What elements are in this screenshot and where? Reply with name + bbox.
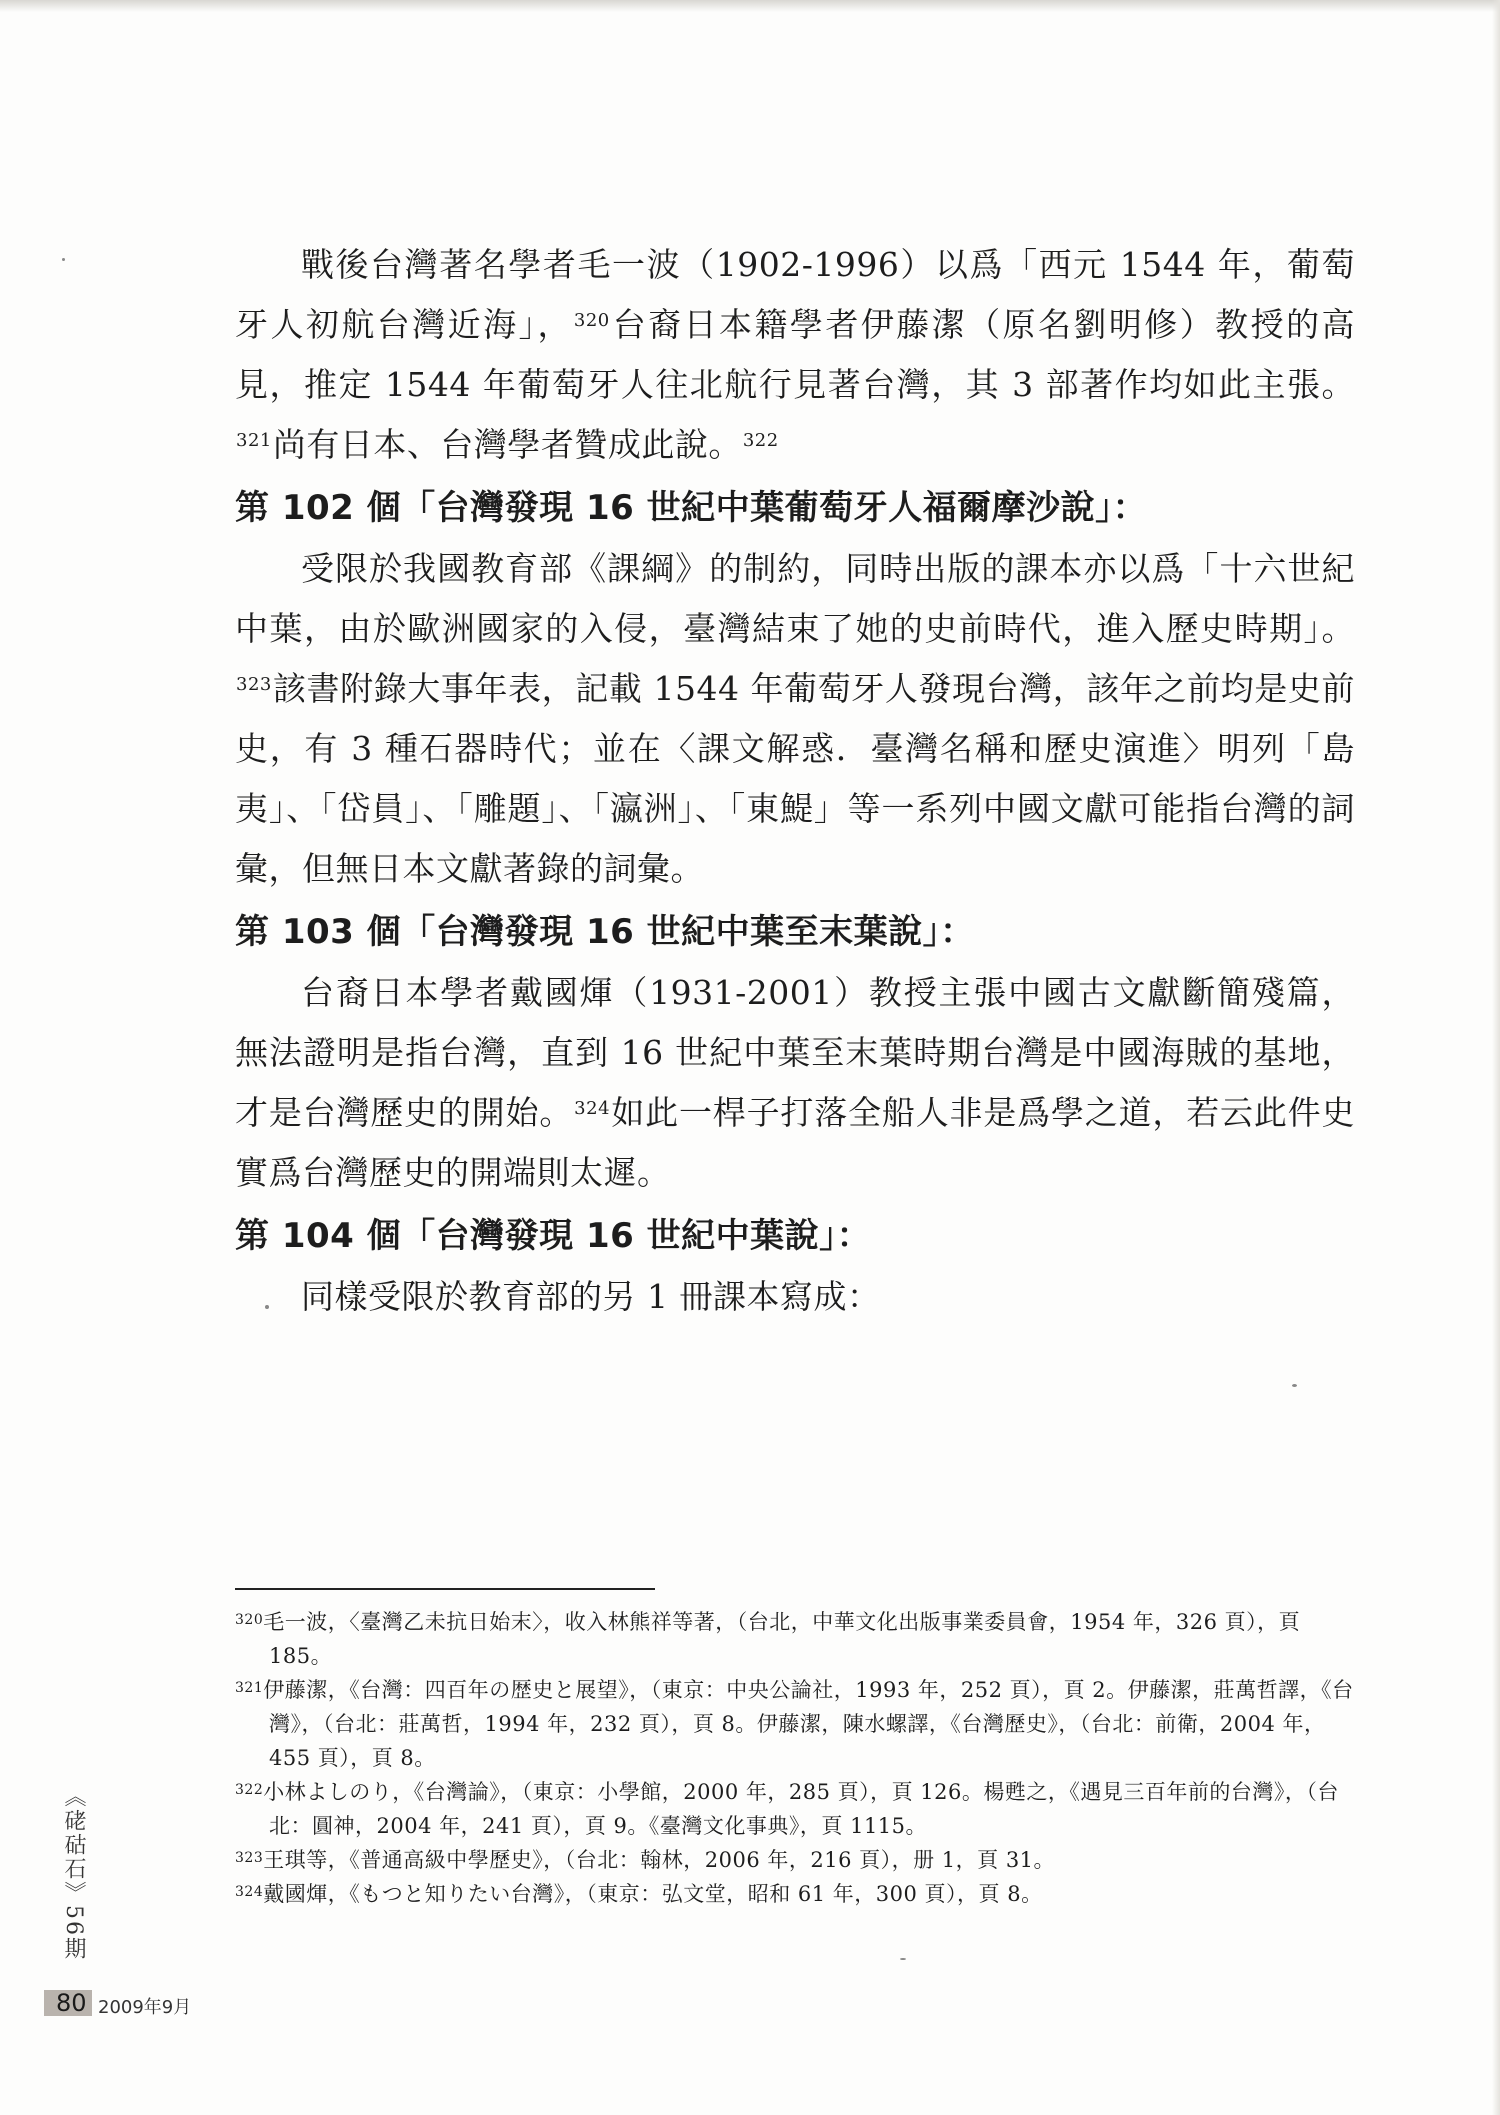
page-number: 80 [56, 1989, 87, 2017]
footnote-text: 小林よしのり，《台灣論》，（東京：小學館，2000 年，285 頁），頁 126。楊甦之，《遇見三百年前的台灣》，（台北：圓神，2004 年，241 頁），頁 9。《臺灣文化事典》，頁 1115。 [263, 1780, 1339, 1838]
main-text-column [235, 235, 1355, 1327]
scan-speck [900, 1958, 906, 1960]
footnote-text: 伊藤潔，《台灣：四百年の歴史と展望》，（東京：中央公論社，1993 年，252 頁），頁 2。伊藤潔，莊萬哲譯，《台灣》，（台北：莊萬哲，1994 年，232 頁），頁 8。伊藤潔，陳水螺譯，《台灣歷史》，（台北：前衛，2004 年，455 頁），頁 8。 [263, 1678, 1354, 1770]
section-heading-102: 第 102 個「台灣發現 16 世紀中葉葡萄牙人福爾摩沙說」： [235, 488, 1148, 528]
footnote-320 [235, 1605, 1355, 1673]
scan-speck [1292, 1384, 1297, 1387]
footnote-ref-320[interactable]: 320 [573, 310, 610, 331]
footnote-322 [235, 1775, 1355, 1843]
footnote-number: 320 [235, 1612, 264, 1628]
paragraph-mao-yibo: 戰後台灣著名學者毛一波（1902-1996）以爲「西元 1544 年，葡萄牙人初航台灣近海」，$^{320}$台裔日本籍學者伊藤潔（原名劉明修）教授的高見，推定 1544 年葡萄牙人往北航行見著台灣，其 3 部著作均如此主張。$^{321}$尚有日本、台灣學者贊成此說。$^{322}$ [235, 245, 1356, 464]
scan-speck [62, 258, 65, 261]
footnote-text: 毛一波，〈臺灣乙未抗日始末〉，收入林熊祥等著，（台北，中華文化出版事業委員會，1954 年，326 頁），頁 185。 [263, 1610, 1301, 1668]
paragraph-textbook: 同樣受限於教育部的另 1 冊課本寫成： [301, 1277, 881, 1316]
footnote-ref-324[interactable]: 324 [574, 1098, 611, 1119]
issue-date: 2009年9月 [98, 1997, 192, 2018]
footnote-ref-321[interactable]: 321 [236, 430, 272, 451]
paragraph-curriculum: 受限於我國教育部《課綱》的制約，同時出版的課本亦以爲「十六世紀中葉，由於歐洲國家的入侵，臺灣結束了她的史前時代，進入歷史時期」。$^{323}$該書附錄大事年表，記載 1544 年葡萄牙人發現台灣，該年之前均是史前史，有 3 種石器時代；並在〈課文解惑．臺灣名稱和歷史演進〉明列「島夷」、「岱員」、「雕題」、「瀛洲」、「東鯷」等一系列中國文獻可能指台灣的詞彙，但無日本文獻著錄的詞彙。 [235, 549, 1355, 888]
footnote-323 [235, 1843, 1355, 1877]
footnote-321 [235, 1673, 1355, 1775]
paragraph-dai-guohui: 台裔日本學者戴國煇（1931-2001）教授主張中國古文獻斷簡殘篇，無法證明是指台灣，直到 16 世紀中葉至末葉時期台灣是中國海賊的基地，才是台灣歷史的開始。$^{324}$如此一桿子打落全船人非是爲學之道，若云此件史實爲台灣歷史的開端則太遲。 [235, 973, 1356, 1192]
scan-top-edge [0, 0, 1500, 12]
scan-speck [265, 1305, 269, 1309]
footnote-separator [235, 1588, 655, 1590]
footnote-text: 戴國煇，《もつと知りたい台灣》，（東京：弘文堂，昭和 61 年，300 頁），頁 8。 [263, 1882, 1043, 1906]
section-heading-104: 第 104 個「台灣發現 16 世紀中葉說」： [235, 1216, 872, 1256]
footnote-number: 321 [235, 1680, 264, 1696]
footnote-ref-323[interactable]: 323 [236, 674, 272, 695]
section-heading-103: 第 103 個「台灣發現 16 世紀中葉至末葉說」： [235, 912, 975, 952]
footnote-text: 王琪等，《普通高級中學歷史》，（台北：翰林，2006 年，216 頁），册 1，頁 31。 [263, 1848, 1056, 1872]
journal-title-vertical: 《硓𥑮石》56期 [61, 1785, 86, 1961]
scan-right-edge [1492, 0, 1500, 2115]
footnote-ref-322[interactable]: 322 [742, 430, 779, 451]
footnote-number: 322 [235, 1782, 264, 1798]
footnote-324 [235, 1877, 1355, 1911]
footnote-number: 324 [235, 1884, 264, 1900]
footnotes-section [235, 1605, 1355, 1911]
footnote-number: 323 [235, 1850, 264, 1866]
